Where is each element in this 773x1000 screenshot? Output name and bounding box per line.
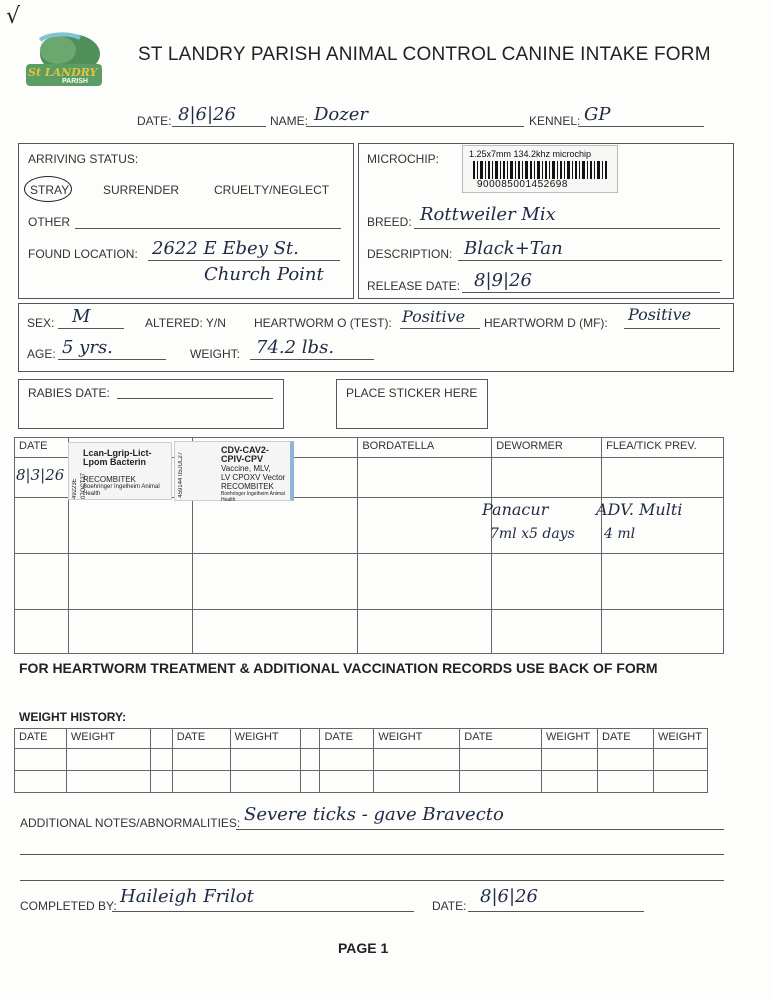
vaccination-cell[interactable] [492,554,602,610]
completed-by-value[interactable]: Haileigh Frilot [120,886,254,907]
vaccination-cell[interactable] [358,610,492,654]
completed-date-label: DATE: [432,899,467,913]
microchip-sticker [462,145,618,193]
vaccine-sticker-1 [68,442,172,500]
altered-label: ALTERED: Y/N [145,316,226,330]
name-label: NAME: [270,114,309,128]
weight-history-cell[interactable] [150,771,172,793]
vaccination-cell[interactable] [68,498,192,554]
weight-history-header-date: DATE [172,729,230,749]
vaccination-cell[interactable] [358,498,492,554]
breed-label: BREED: [367,215,412,229]
vaccination-header-bordatella: BORDATELLA [358,438,492,458]
barcode-icon [473,161,609,179]
weight-history-cell[interactable] [66,771,150,793]
notes-line-2 [20,854,724,855]
weight-history-header-date: DATE [460,729,542,749]
vaccination-cell[interactable] [492,610,602,654]
weight-history-cell[interactable] [374,749,460,771]
vaccine-sticker-2-line4: LV CPOXV Vector [221,473,286,482]
vaccine-sticker-2-brand: RECOMBITEK [221,482,274,491]
heartworm-d-line [624,328,720,329]
health-box [18,303,734,372]
rabies-line [117,398,273,399]
sex-value[interactable]: M [72,306,91,327]
vaccination-cell[interactable] [192,610,358,654]
completed-date-line [468,911,644,912]
name-value[interactable]: Dozer [314,104,369,125]
completed-by-label: COMPLETED BY: [20,899,117,913]
table-row [15,554,724,610]
heartworm-o-line [400,328,480,329]
heartworm-d-value[interactable]: Positive [628,305,692,324]
weight-history-header-weight: WEIGHT [66,729,150,749]
vaccine-sticker-2-lot: 459144 05JUL27 [178,452,184,498]
found-location-line [148,260,340,261]
weight-history-header-weight: WEIGHT [374,729,460,749]
found-location-line1[interactable]: 2622 E Ebey St. [152,238,299,259]
breed-value[interactable]: Rottweiler Mix [420,204,556,225]
vaccination-header-dewormer: DEWORMER [492,438,602,458]
vaccine-sticker-2-line1: CDV-CAV2- [221,445,269,455]
weight-history-cell[interactable] [320,771,374,793]
weight-line [250,359,374,360]
microchip-number: 900085001452698 [477,179,568,190]
description-line [458,260,722,261]
age-value[interactable]: 5 yrs. [62,337,113,358]
weight-history-header-date: DATE [598,729,654,749]
weight-value[interactable]: 74.2 lbs. [256,337,335,358]
description-value[interactable]: Black+Tan [464,238,563,259]
vaccine-sticker-1-maker: Boehringer Ingelheim Animal Health [83,484,160,497]
weight-history-cell[interactable] [150,749,172,771]
vaccine-sticker-1-line1: Lcan-Lgrip-Lict- [83,448,152,458]
other-line [75,228,341,229]
kennel-label: KENNEL: [529,114,581,128]
logo-text-bottom: PARISH [62,78,88,85]
weight-history-cell[interactable] [15,749,67,771]
status-option-cruelty[interactable]: CRUELTY/NEGLECT [214,183,330,197]
weight-history-cell[interactable] [15,771,67,793]
weight-history-header-weight: WEIGHT [542,729,598,749]
weight-history-cell[interactable] [460,749,542,771]
age-label: AGE: [27,347,56,361]
weight-history-cell[interactable] [230,749,300,771]
vaccine-sticker-2-maker: Boehringer Ingelheim Animal Health [221,491,285,503]
vaccination-header-date: DATE [15,438,69,458]
weight-history-cell[interactable] [598,749,654,771]
weight-history-cell[interactable] [300,771,320,793]
weight-history-header-weight: WEIGHT [230,729,300,749]
heartworm-note: FOR HEARTWORM TREATMENT & ADDITIONAL VACCINATION RECORDS USE BACK OF FORM [19,660,658,676]
vaccine-sticker-2-line3: Vaccine, MLV, [221,464,271,473]
other-label: OTHER [28,215,70,229]
status-option-surrender[interactable]: SURRENDER [103,183,180,197]
table-row [15,771,708,793]
vaccination-cell[interactable] [492,458,602,498]
date-value[interactable]: 8|6|26 [178,104,236,125]
status-option-stray[interactable]: STRAY [30,183,70,197]
vaccine-sticker-1-lot: 49223E 07OCT27 [72,472,87,499]
weight-history-header-date: DATE [320,729,374,749]
form-title: ST LANDRY PARISH ANIMAL CONTROL CANINE INTAKE FORM [138,44,711,65]
weight-history-table [14,728,708,793]
completed-date-value[interactable]: 8|6|26 [480,886,538,907]
weight-history-cell[interactable] [172,771,230,793]
weight-history-cell[interactable] [460,771,542,793]
weight-history-cell[interactable] [653,749,707,771]
vaccination-cell[interactable] [192,498,358,554]
vaccination-cell[interactable] [192,554,358,610]
weight-history-cell[interactable] [320,749,374,771]
parish-logo [18,30,104,96]
rabies-label: RABIES DATE: [28,386,110,400]
kennel-value[interactable]: GP [584,104,611,125]
vaccination-header-flea-tick: FLEA/TICK PREV. [602,438,724,458]
weight-history-cell[interactable] [66,749,150,771]
weight-history-cell[interactable] [374,771,460,793]
date-line [172,126,266,127]
flea-tick-line2[interactable]: 4 ml [604,526,636,542]
vaccination-cell[interactable] [68,610,192,654]
vaccine-sticker-1-brand: RECOMBITEK [83,475,136,484]
weight-history-cell[interactable] [172,749,230,771]
vaccine-sticker-2-line2: CPIV-CPV [221,454,264,464]
sex-label: SEX: [27,316,55,330]
microchip-sticker-text: 1.25x7mm 134.2khz microchip [469,149,592,159]
completed-by-line [112,911,414,912]
vaccine-sticker-1-line2: Lpom Bacterin [83,457,147,467]
vaccination-cell[interactable] [15,554,69,610]
vaccination-cell[interactable] [358,554,492,610]
weight-history-header-date: DATE [15,729,67,749]
notes-label: ADDITIONAL NOTES/ABNORMALITIES: [20,816,241,830]
flea-tick-line1[interactable]: ADV. Multi [596,500,683,519]
age-line [58,359,166,360]
logo-text-top: St LANDRY [28,66,98,79]
weight-history-cell[interactable] [598,771,654,793]
sticker-placeholder: PLACE STICKER HERE [346,386,478,400]
notes-line-3 [20,880,724,881]
found-location-line2[interactable]: Church Point [204,264,324,285]
notes-value[interactable]: Severe ticks - gave Bravecto [244,804,504,825]
page-label: PAGE 1 [338,940,389,956]
release-date-label: RELEASE DATE: [367,279,461,293]
vaccination-cell[interactable] [358,458,492,498]
vaccination-cell[interactable] [602,458,724,498]
heartworm-o-value[interactable]: Positive [402,307,466,326]
weight-history-header-weight: WEIGHT [653,729,707,749]
weight-history-cell[interactable] [300,749,320,771]
vaccination-cell[interactable] [602,610,724,654]
microchip-label: MICROCHIP: [367,152,439,166]
date-label: DATE: [137,114,172,128]
dewormer-line1[interactable]: Panacur [482,500,549,519]
dewormer-line2[interactable]: 7ml x5 days [490,526,575,542]
weight-history-spacer [150,729,172,749]
release-date-value[interactable]: 8|9|26 [474,270,532,291]
description-label: DESCRIPTION: [367,247,453,261]
heartworm-d-label: HEARTWORM D (MF): [484,316,608,330]
breed-line [414,228,720,229]
notes-line-1 [236,829,724,830]
weight-history-label: WEIGHT HISTORY: [19,710,127,724]
found-location-label: FOUND LOCATION: [28,247,138,261]
table-row [15,749,708,771]
kennel-line [578,126,704,127]
weight-history-cell[interactable] [542,771,598,793]
weight-history-cell[interactable] [653,771,707,793]
table-row [15,610,724,654]
heartworm-o-label: HEARTWORM O (TEST): [254,316,392,330]
vaccination-cell[interactable] [15,610,69,654]
weight-label: WEIGHT: [190,347,240,361]
weight-history-cell[interactable] [542,749,598,771]
release-date-line [462,292,720,293]
weight-history-header-row [15,729,708,749]
weight-history-spacer [300,729,320,749]
vaccination-cell[interactable] [68,554,192,610]
arriving-status-label: ARRIVING STATUS: [28,152,139,166]
vaccination-cell[interactable] [15,498,69,554]
vaccine-sticker-2 [174,441,294,501]
sex-line [58,328,124,329]
name-line [306,126,524,127]
weight-history-cell[interactable] [230,771,300,793]
vaccination-cell[interactable] [602,554,724,610]
checkmark: √ [6,4,21,29]
vaccination-date-value[interactable]: 8|3|26 [16,466,65,484]
